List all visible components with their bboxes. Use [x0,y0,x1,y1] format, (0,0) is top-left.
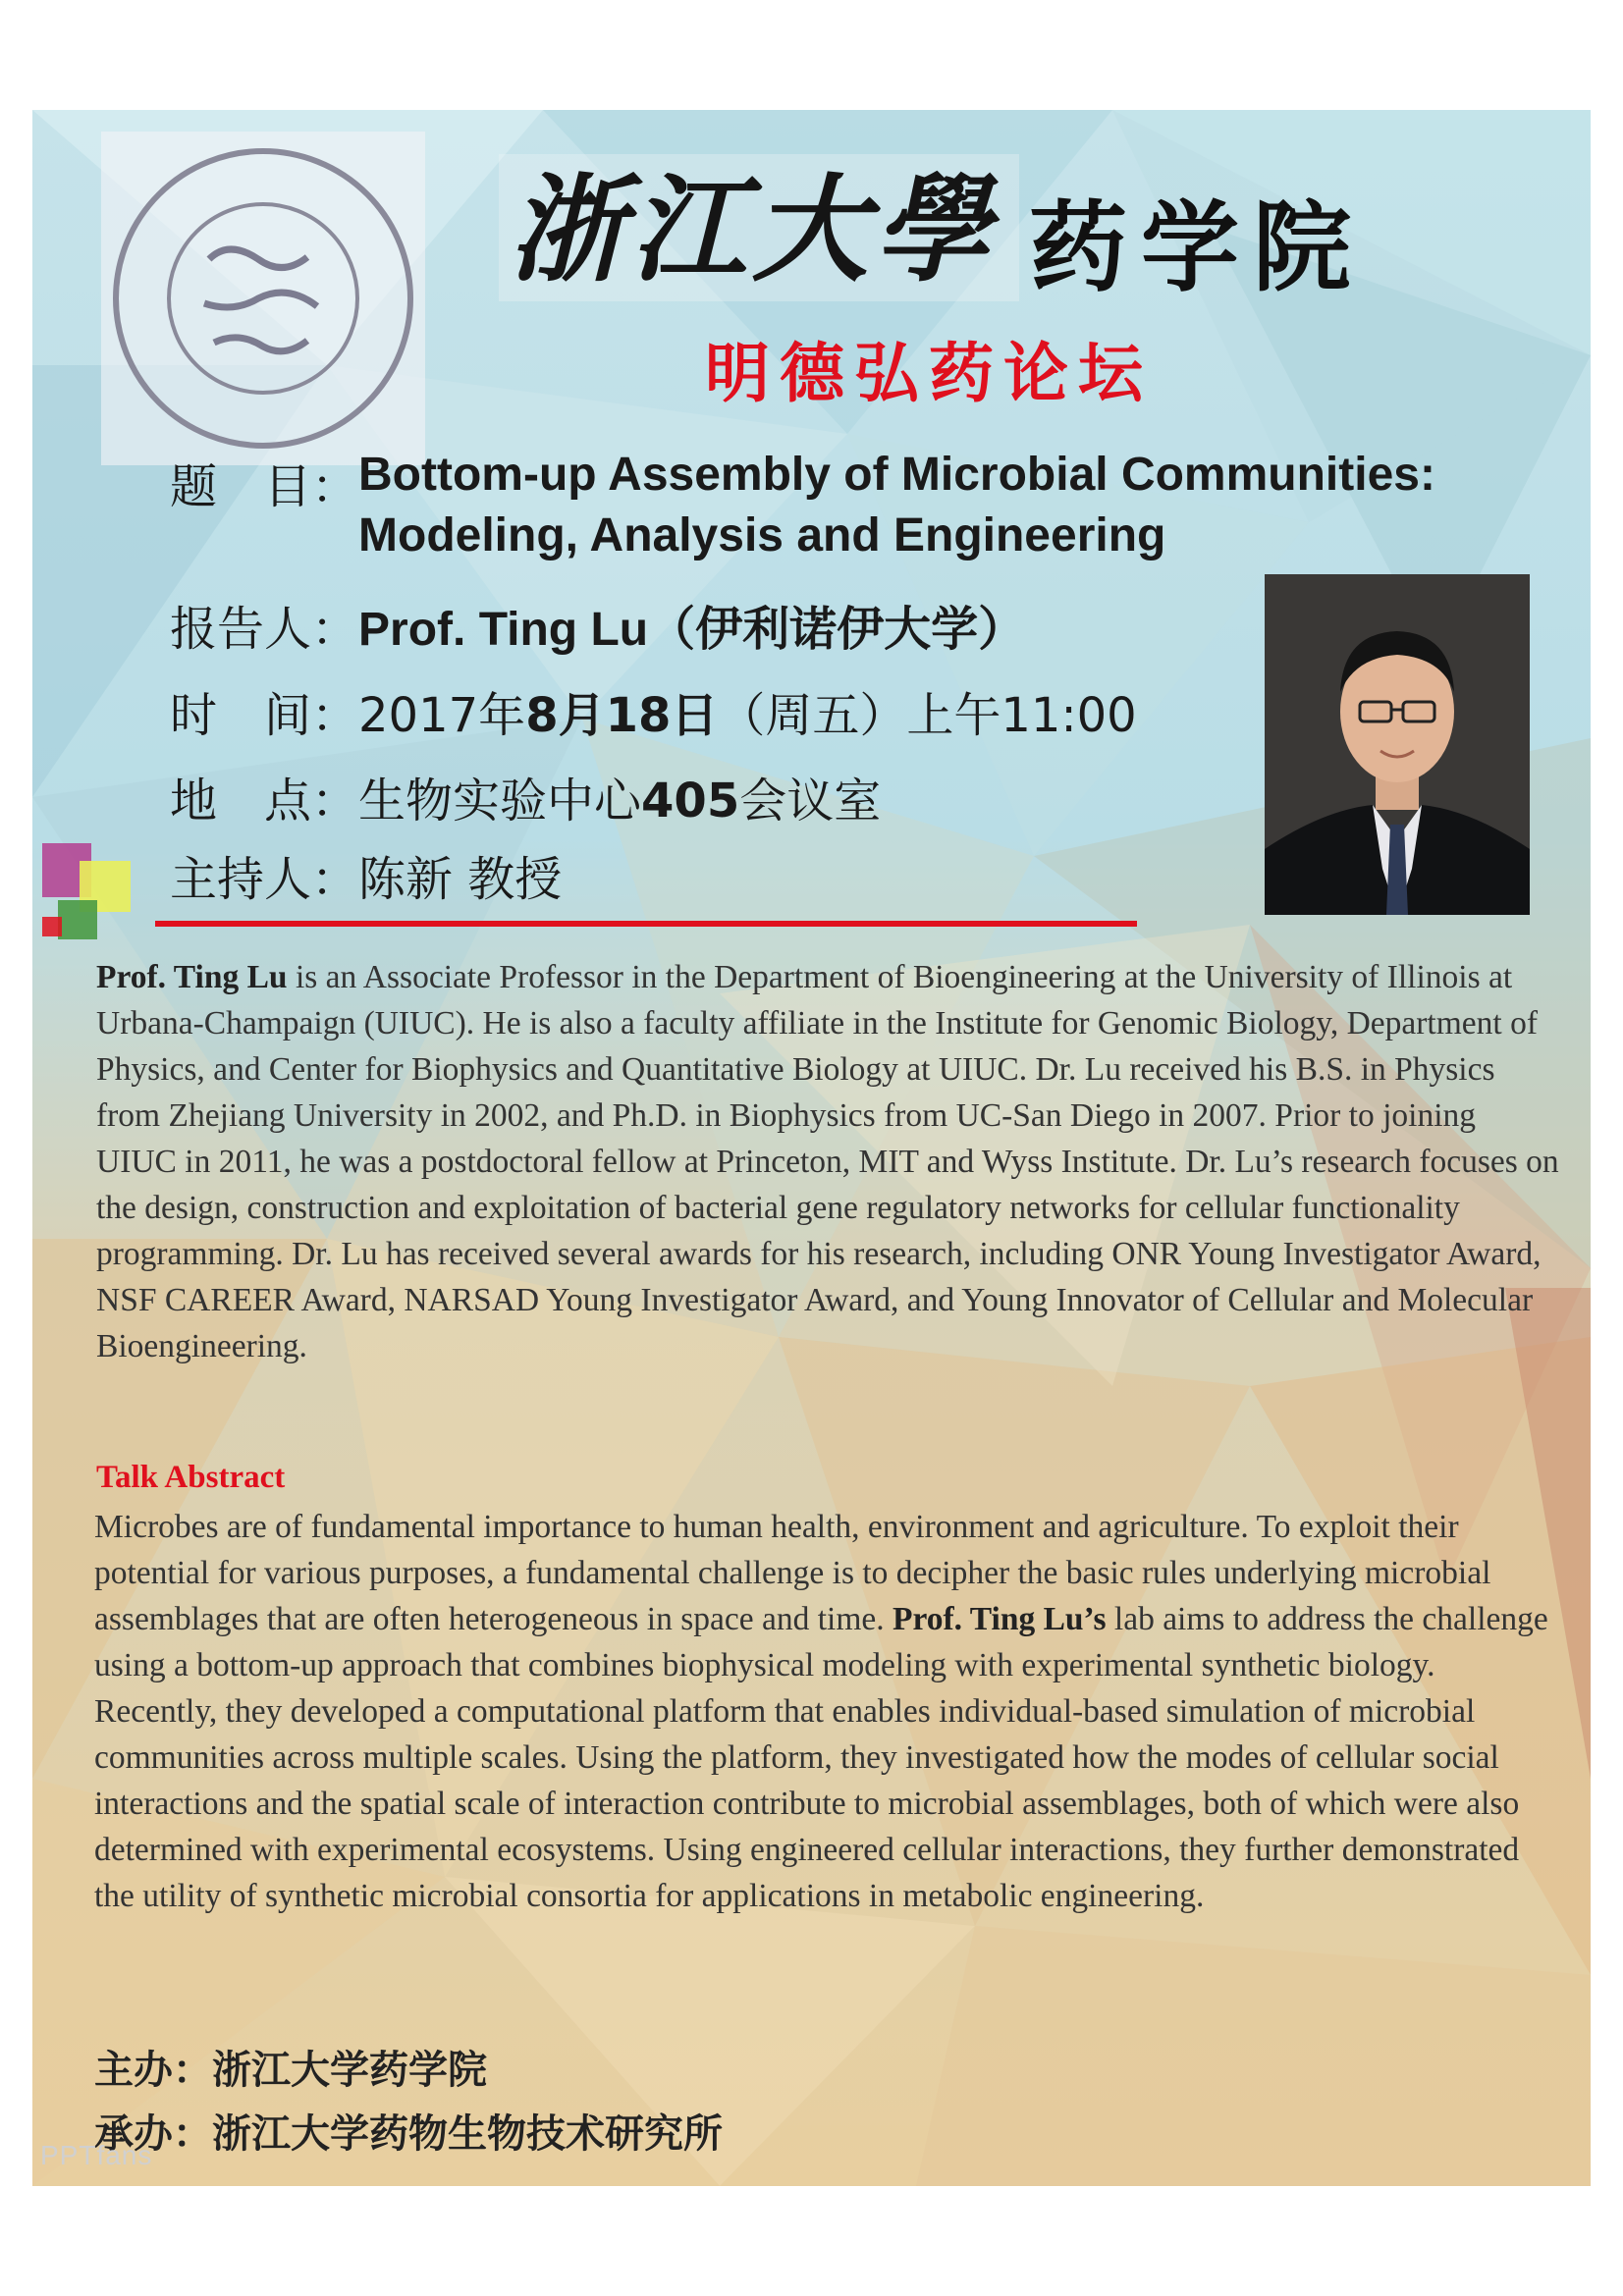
host-label: 主持人： [170,852,359,907]
time-label: 时 间： [170,688,359,743]
abstract-text-part-2: lab aims to address the challenge using a bottom-up approach that combines biophysical modeling with experimental synthetic biology. Recently, they developed a computational platform that enables individual-based simulation of microbial communities across multiple scales. Using the platform, they investigated how the modes of cellular social interactions and the spatial scale of interaction contribute to microbial assemblages, both of which were also determined with experimental ecosystems. Using engineered cellular interactions, they further demonstrated the utility of synthetic microbial consortia for applications in metabolic engineering. [94,1601,1548,1914]
divider-line [155,921,1137,927]
talk-title-line-1: Bottom-up Assembly of Microbial Communities: [358,449,1435,501]
talk-title-line-2: Modeling, Analysis and Engineering [358,509,1166,561]
college-seal-logo [101,132,425,465]
speaker-value: Prof. Ting Lu（伊利诺伊大学） [358,604,1026,656]
bio-speaker-name: Prof. Ting Lu [96,959,288,995]
abstract-heading: Talk Abstract [96,1460,286,1495]
watermark: PPTfans [40,2140,153,2170]
decorative-squares-icon [42,843,150,941]
place-label: 地 点： [170,774,359,828]
abstract-text-part-1: Microbes are of fundamental importance to human health, environment and agriculture. To exploit their potential for various purposes, a fundamental challenge is to decipher the basic rules underlying microbial assemblages that are often heterogeneous in space and time. [94,1509,1491,1637]
time-day-hour: （周五）上午11:00 [718,688,1137,743]
host-row [170,841,562,909]
place-room-number: 405 [641,774,740,828]
college-name: 药学院 [1029,190,1365,305]
time-row [170,677,1137,745]
place-value [358,763,881,830]
abstract-bold-name: Prof. Ting Lu’s [893,1601,1107,1637]
place-row [170,763,881,830]
zhejiang-university-calligraphy-logo [499,154,1019,301]
speaker-biography [96,954,1564,1369]
talk-title [358,445,1435,566]
speaker-photo [1265,574,1530,915]
talk-title-row [170,449,1435,566]
time-date: 8月18日 [525,688,719,743]
speaker-row [170,591,1025,659]
bio-text: is an Associate Professor in the Department of Bioengineering at the University of Illinois at Urbana-Champaign (UIUC). He is also a faculty affiliate in the Institute for Genomic Biology, Department of Physics, and Center for Biophysics and Quantitative Biology at UIUC. Dr. Lu received his B.S. in Physics from Zhejiang University in 2002, and Ph.D. in Biophysics from UC-San Diego in 2007. Prior to joining UIUC in 2011, he was a postdoctoral fellow at Princeton, MIT and Wyss Institute. Dr. Lu’s research focuses on the design, construction and exploitation of bacterial gene regulatory networks for cellular functionality programming. Dr. Lu has received several awards for his research, including ONR Young Investigator Award, NSF CAREER Award, NARSAD Young Investigator Award, and Young Innovator of Cellular and Molecular Bioengineering. [96,959,1559,1364]
forum-title: 明德弘药论坛 [705,336,1153,411]
organizer-co-host: 承办：浙江大学药物生物技术研究所 [94,2111,723,2157]
svg-text:浙江大學: 浙江大學 [509,161,997,297]
time-value [358,677,1137,745]
time-year: 2017年 [358,688,526,743]
talk-abstract [94,1504,1562,1919]
poster [32,110,1591,2186]
organizer-host: 主办：浙江大学药学院 [94,2048,487,2093]
host-value: 陈新 教授 [358,852,563,907]
place-building: 生物实验中心 [358,774,642,828]
speaker-label: 报告人： [170,602,359,657]
title-label: 题 目： [170,459,359,514]
place-room-type: 会议室 [739,774,882,828]
